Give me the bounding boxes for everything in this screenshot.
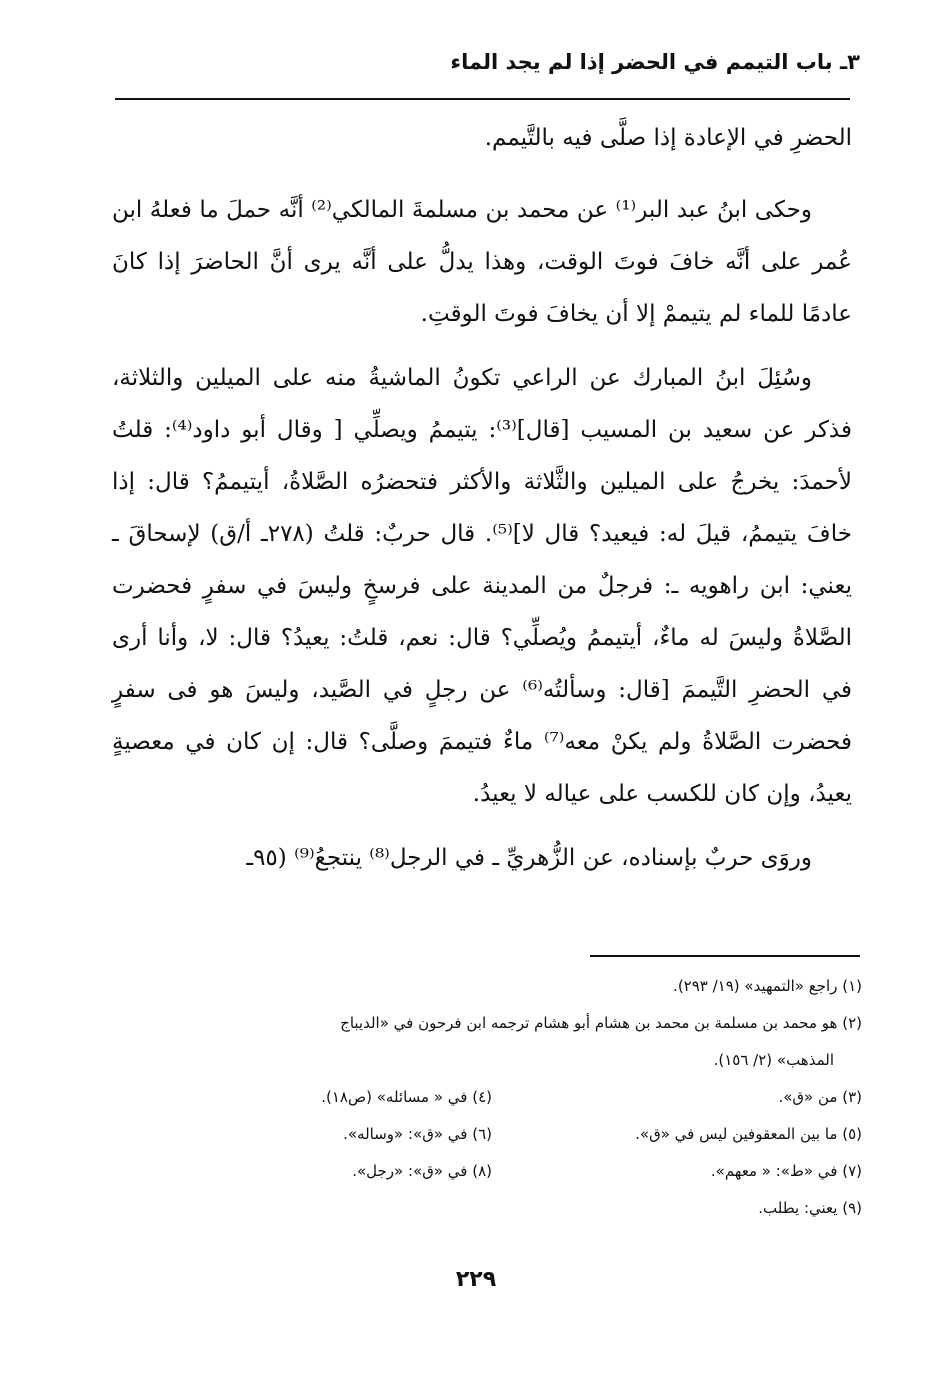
paragraph-1: الحضرِ في الإعادة إذا صلَّى فيه بالتَّيمم. <box>484 125 852 151</box>
footnote-grid <box>122 1079 862 1227</box>
footnote-9: (٩) يعني: يطلب. <box>758 1199 862 1217</box>
header-rule <box>115 98 850 100</box>
footnote-4: (٤) في « مسائله» (ص١٨). <box>321 1088 492 1106</box>
footnote-2: (٢) هو محمد بن مسلمة بن محمد بن هشام أبو هشام ترجمه ابن فرحون في «الديباج <box>340 1014 862 1032</box>
footnote-1: (١) راجع «التمهيد» (١٩/ ٢٩٣). <box>673 977 862 995</box>
footnote-2-continuation: المذهب» (٢/ ١٥٦). <box>713 1051 834 1069</box>
footnote-7: (٧) في «ط»: « معهم». <box>710 1162 862 1180</box>
running-header: ٣ـ باب التيمم في الحضر إذا لم يجد الماء <box>450 50 860 74</box>
footnotes <box>122 968 862 1227</box>
main-text <box>112 112 852 896</box>
page-number: ٢٢٩ <box>455 1267 497 1292</box>
footnote-5: (٥) ما بين المعقوفين ليس في «ق». <box>635 1125 862 1143</box>
footnote-rule <box>590 955 860 957</box>
paragraph-3: وسُئِلَ ابنُ المبارك عن الراعي تكونُ الماشيةُ منه على الميلين والثلاثة، فذكر عن سعيد بن المسيب [قال]⁽³⁾: يتيممُ ويصلِّي [ وقال أبو داود⁽⁴⁾: قلتُ لأحمدَ: يخرجُ على الميلين والثَّلاثة والأكثر فتحضرُه الصَّلاةُ، أيتيممُ؟ قال: إذا خافَ يتيممُ، قيلَ له: فيعيد؟ قال لا]⁽⁵⁾. قال حربٌ: قلتُ (٢٧٨ـ أ/ق) لإسحاقَ ـ يعني: ابن راهويه ـ: فرجلٌ من المدينة على فرسخٍ وليسَ في سفرٍ فحضرت الصَّلاةُ وليسَ له ماءٌ، أيتيممُ ويُصلِّي؟ قال: نعم، قلتُ: يعيدُ؟ قال: لا، وأنا أرى في الحضرِ التَّيممَ [قال: وسألتُه⁽⁶⁾ عن رجلٍ في الصَّيد، وليسَ هو فى سفرٍ فحضرت الصَّلاةُ ولم يكنْ معه⁽⁷⁾ ماءٌ فتيممَ وصلَّى؟ قال: إن كان في معصيةٍ يعيدُ، وإن كان للكسب على عياله لا يعيدُ. <box>112 365 853 807</box>
paragraph-2: وحكى ابنُ عبد البر⁽¹⁾ عن محمد بن مسلمةَ المالكي⁽²⁾ أنَّه حملَ ما فعلهُ ابن عُمر على أنَّه خافَ فوتَ الوقت، وهذا يدلُّ على أنَّه يرى أنَّ الحاضرَ إذا كانَ عادمًا للماء لم يتيممْ إلا أن يخافَ فوتَ الوقتِ. <box>112 197 852 327</box>
footnote-6: (٦) في «ق»: «وساله». <box>343 1125 492 1143</box>
paragraph-4: وروَى حربٌ بإسناده، عن الزُّهريِّ ـ في الرجل⁽⁸⁾ ينتجعُ⁽⁹⁾ (٩٥ـ <box>246 845 812 871</box>
footnote-8: (٨) في «ق»: «رجل». <box>352 1162 492 1180</box>
footnote-3: (٣) من «ق». <box>778 1088 862 1106</box>
